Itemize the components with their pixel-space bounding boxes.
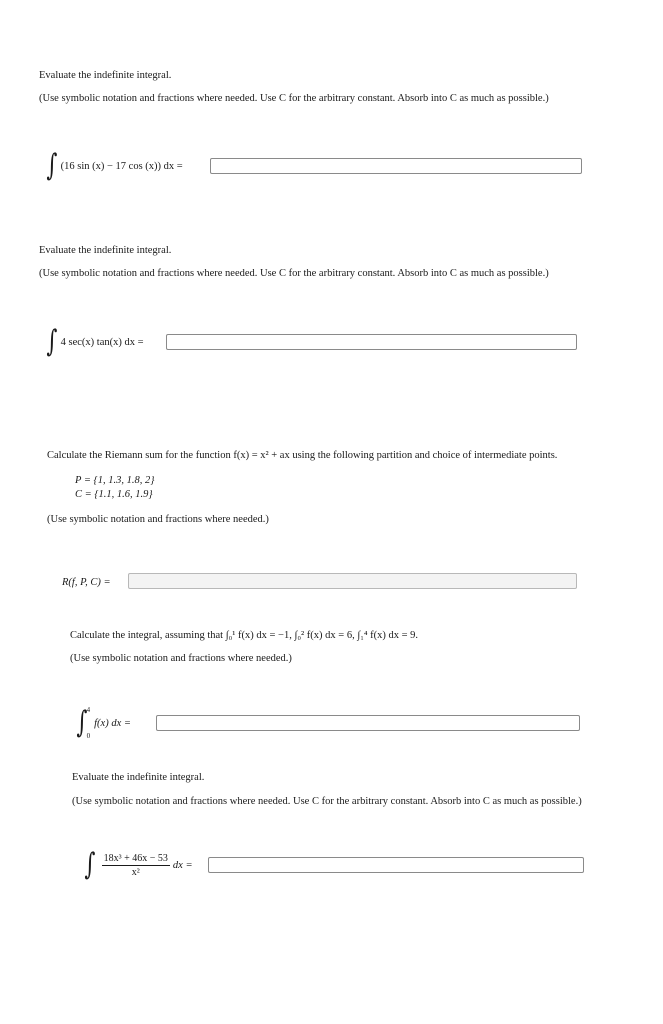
q1-answer-input[interactable] [210,158,582,174]
q1-integrand: (16 sin (x) − 17 cos (x)) dx = [60,160,183,172]
q4-answer-input[interactable] [156,715,580,731]
q5-fraction [102,853,170,878]
q5-suffix: dx = [172,859,193,871]
q5-numerator: 18x³ + 46x − 53 [103,852,168,864]
q4-instructions: (Use symbolic notation and fractions where needed.) [70,653,292,664]
q1-prompt: Evaluate the indefinite integral. [39,70,172,81]
q4-integrand: f(x) dx = [94,717,131,729]
q3-answer-input[interactable] [128,573,577,589]
integral-sign-icon: ∫ [84,847,96,882]
q5-answer-input[interactable] [208,857,584,873]
q4-upper-limit: 4 [86,706,91,714]
q3-label: R(f, P, C) = [62,577,111,588]
q5-denominator: x² [131,866,140,878]
integral-sign-icon: ∫ [76,705,88,740]
q1-expression [44,148,183,183]
q4-expression [74,705,131,741]
q5-prompt: Evaluate the indefinite integral. [72,772,205,783]
integral-sign-icon: ∫ [46,148,58,183]
q3-partition: P = {1, 1.3, 1.8, 2} [75,475,155,486]
q2-prompt: Evaluate the indefinite integral. [39,245,172,256]
q4-lower-limit: 0 [86,732,91,740]
q5-expression [82,849,193,881]
q3-instructions: (Use symbolic notation and fractions where needed.) [47,514,269,525]
integral-sign-icon: ∫ [46,324,58,359]
q2-integrand: 4 sec(x) tan(x) dx = [60,336,144,348]
q3-points: C = {1.1, 1.6, 1.9} [75,489,153,500]
q2-expression [44,324,144,359]
q2-instructions: (Use symbolic notation and fractions where needed. Use C for the arbitrary constant. Absorb into C as much as possible.) [39,268,549,279]
q5-instructions: (Use symbolic notation and fractions where needed. Use C for the arbitrary constant. Absorb into C as much as possible.) [72,796,582,807]
q2-answer-input[interactable] [166,334,577,350]
q4-prompt: Calculate the integral, assuming that ∫₀¹ f(x) dx = −1, ∫₀² f(x) dx = 6, ∫₁⁴ f(x) dx = 9. [70,630,419,641]
q1-instructions: (Use symbolic notation and fractions where needed. Use C for the arbitrary constant. Absorb into C as much as possible.) [39,93,549,104]
q3-prompt: Calculate the Riemann sum for the function f(x) = x² + ax using the following partition and choice of intermediate points. [47,450,558,461]
